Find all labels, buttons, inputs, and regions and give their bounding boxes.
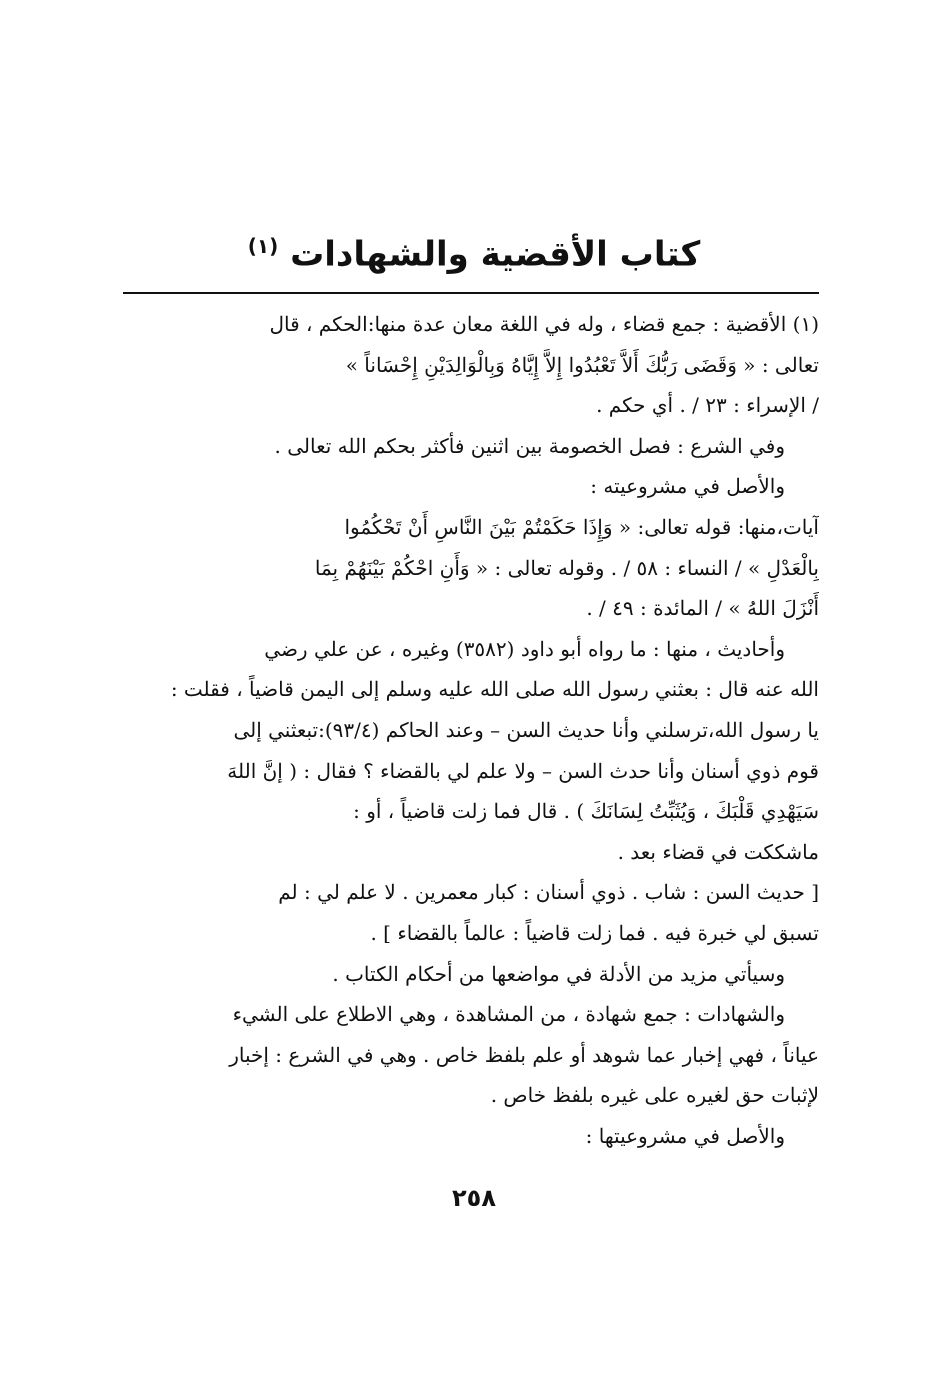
footnote-line: آيات،منها: قوله تعالى: « وَإِذَا حَكَمْتُمْ بَيْنَ النَّاسِ أَنْ تَحْكُمُوا xyxy=(344,514,819,539)
footnote-line: (١) الأقضية : جمع قضاء ، وله في اللغة معان عدة منها:الحكم ، قال xyxy=(269,312,819,336)
footnote-line: [ حديث السن : شاب . ذوي أسنان : كبار معمرين . لا علم لي : لم xyxy=(278,880,819,905)
footnote-line: يا رسول الله،ترسلني وأنا حديث السن – وعند الحاكم (٩٣/٤):تبعثني إلى xyxy=(233,717,819,742)
footnote-line: سَيَهْدِي قَلْبَكَ ، وَيُثَبِّتُ لِسَانَكَ ) . قال فما زلت قاضياً ، أو : xyxy=(353,799,819,824)
chapter-title xyxy=(120,218,828,282)
footnote-line: بِالْعَدْلِ » / النساء : ٥٨ / . وقوله تعالى : « وَأَنِ احْكُمْ بَيْنَهُمْ بِمَا xyxy=(314,555,819,580)
footnote-line: وأحاديث ، منها : ما رواه أبو داود (٣٥٨٢) وغيره ، عن علي رضي xyxy=(264,636,785,661)
footnote-line: قوم ذوي أسنان وأنا حدث السن – ولا علم لي بالقضاء ؟ فقال : ( إنَّ اللهَ xyxy=(227,758,819,783)
footnote-line: لإثبات حق لغيره على غيره بلفظ خاص . xyxy=(490,1083,819,1108)
page-number: ٢٥٨ xyxy=(452,1184,496,1212)
footnote-line: أَنْزَلَ اللهُ » / المائدة : ٤٩ / . xyxy=(586,596,819,621)
footnote-line: ماشككت في قضاء بعد . xyxy=(617,839,819,864)
footnote-line: والشهادات : جمع شهادة ، من المشاهدة ، وهي الاطلاع على الشيء xyxy=(232,1002,785,1027)
footnote-divider xyxy=(123,292,819,294)
footnote-line: والأصل في مشروعيته : xyxy=(590,474,785,499)
footnote-line: / الإسراء : ٢٣ / . أي حكم . xyxy=(596,393,819,418)
footnote-line: تعالى : « وَقَضَى رَبُّكَ أَلاَّ تَعْبُدُوا إِلاَّ إِيَّاهُ وَبِالْوَالِدَيْنِ إِحْسَاناً » xyxy=(345,352,819,377)
footnote-line: والأصل في مشروعيتها : xyxy=(585,1123,785,1148)
footnote-line: وفي الشرع : فصل الخصومة بين اثنين فأكثر بحكم الله تعالى . xyxy=(274,433,785,458)
footnote-line: عياناً ، فهي إخبار عما شوهد أو علم بلفظ خاص . وهي في الشرع : إخبار xyxy=(229,1042,819,1067)
footnote-text xyxy=(123,304,819,1156)
footnote-line: الله عنه قال : بعثني رسول الله صلى الله عليه وسلم إلى اليمن قاضياً ، فقلت : xyxy=(170,677,819,702)
footnote-line: وسيأتي مزيد من الأدلة في مواضعها من أحكام الكتاب . xyxy=(332,961,785,986)
footnote-reference: (١) xyxy=(247,234,279,258)
footnote-line: تسبق لي خبرة فيه . فما زلت قاضياً : عالماً بالقضاء ] . xyxy=(370,920,819,945)
chapter-title-text: كتاب الأقضية والشهادات xyxy=(290,234,701,275)
